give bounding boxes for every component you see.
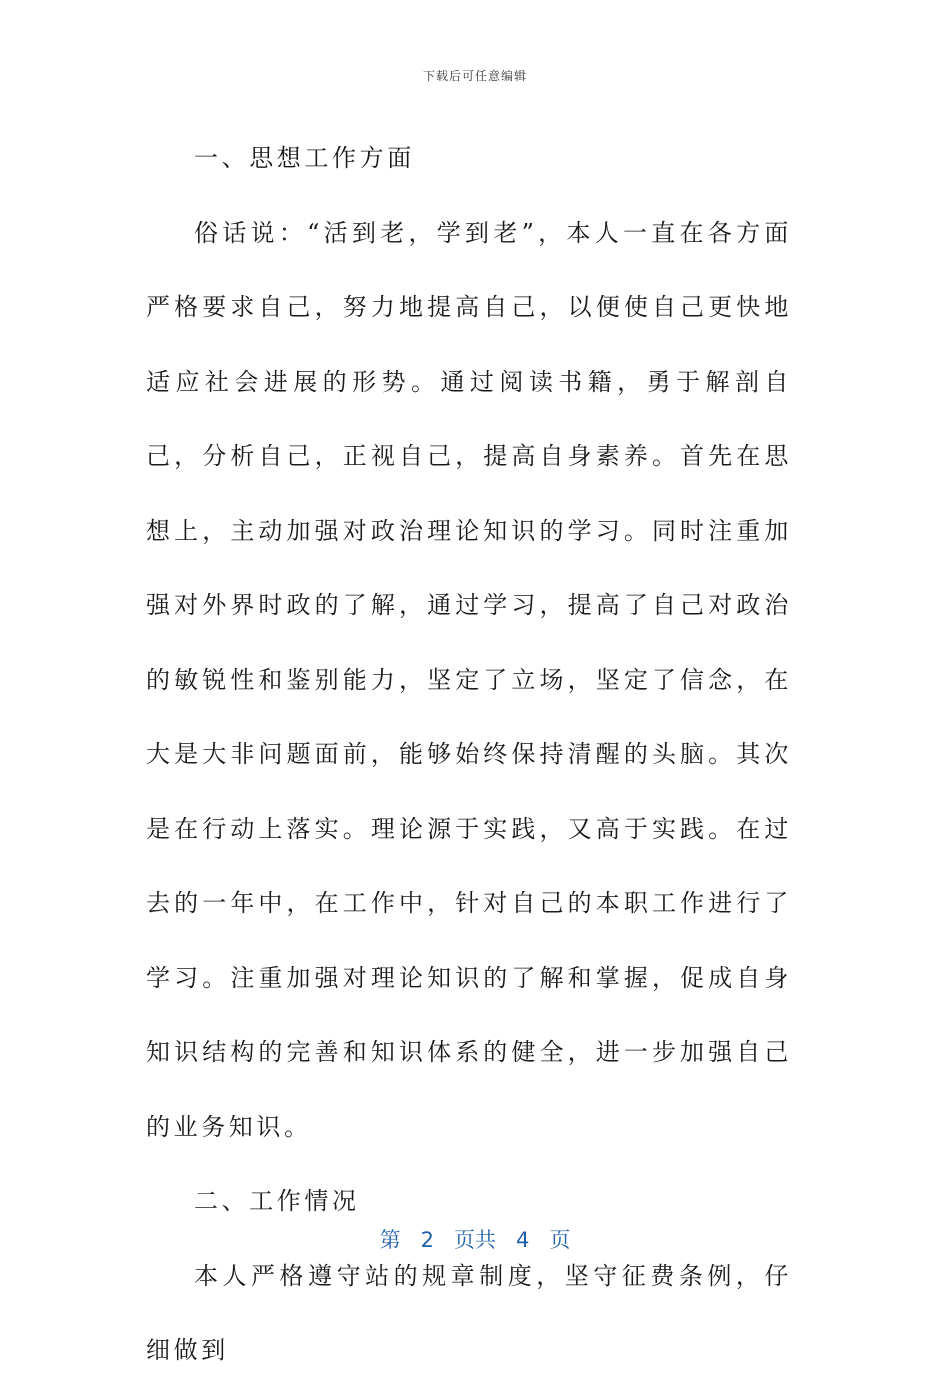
page-footer [0,1224,950,1254]
paragraph-2: 本人严格遵守站的规章制度，坚守征费条例，仔细做到 [146,1261,792,1364]
section-heading-1: 一、思想工作方面 [194,144,415,172]
paragraph-1: 俗话说：“活到老，学到老”，本人一直在各方面严格要求自己，努力地提高自己，以便使自己更快地适应社会进展的形势。通过阅读书籍，勇于解剖自己，分析自己，正视自己，提高自身素养。首先在思想上，主动加强对政治理论知识的学习。同时注重加强对外界时政的了解，通过学习，提高了自己对政治的敏锐性和鉴别能力，坚定了立场，坚定了信念，在大是大非问题面前，能够始终保持清醒的头脑。其次是在行动上落实。理论源于实践，又高于实践。在过去的一年中，在工作中，针对自己的本职工作进行了学习。注重加强对理论知识的了解和掌握，促成自身知识结构的完善和知识体系的健全，进一步加强自己的业务知识。 [146,218,792,1141]
page-label-mid: 页共 [454,1228,496,1252]
header-note: 下载后可任意编辑 [422,69,527,83]
total-pages-number: 4 [516,1228,530,1252]
current-page-number: 2 [420,1228,434,1252]
page-label-suffix: 页 [549,1228,571,1252]
section-heading-2: 二、工作情况 [194,1187,360,1215]
page-label-prefix: 第 [379,1228,401,1252]
document-body [146,121,792,1388]
